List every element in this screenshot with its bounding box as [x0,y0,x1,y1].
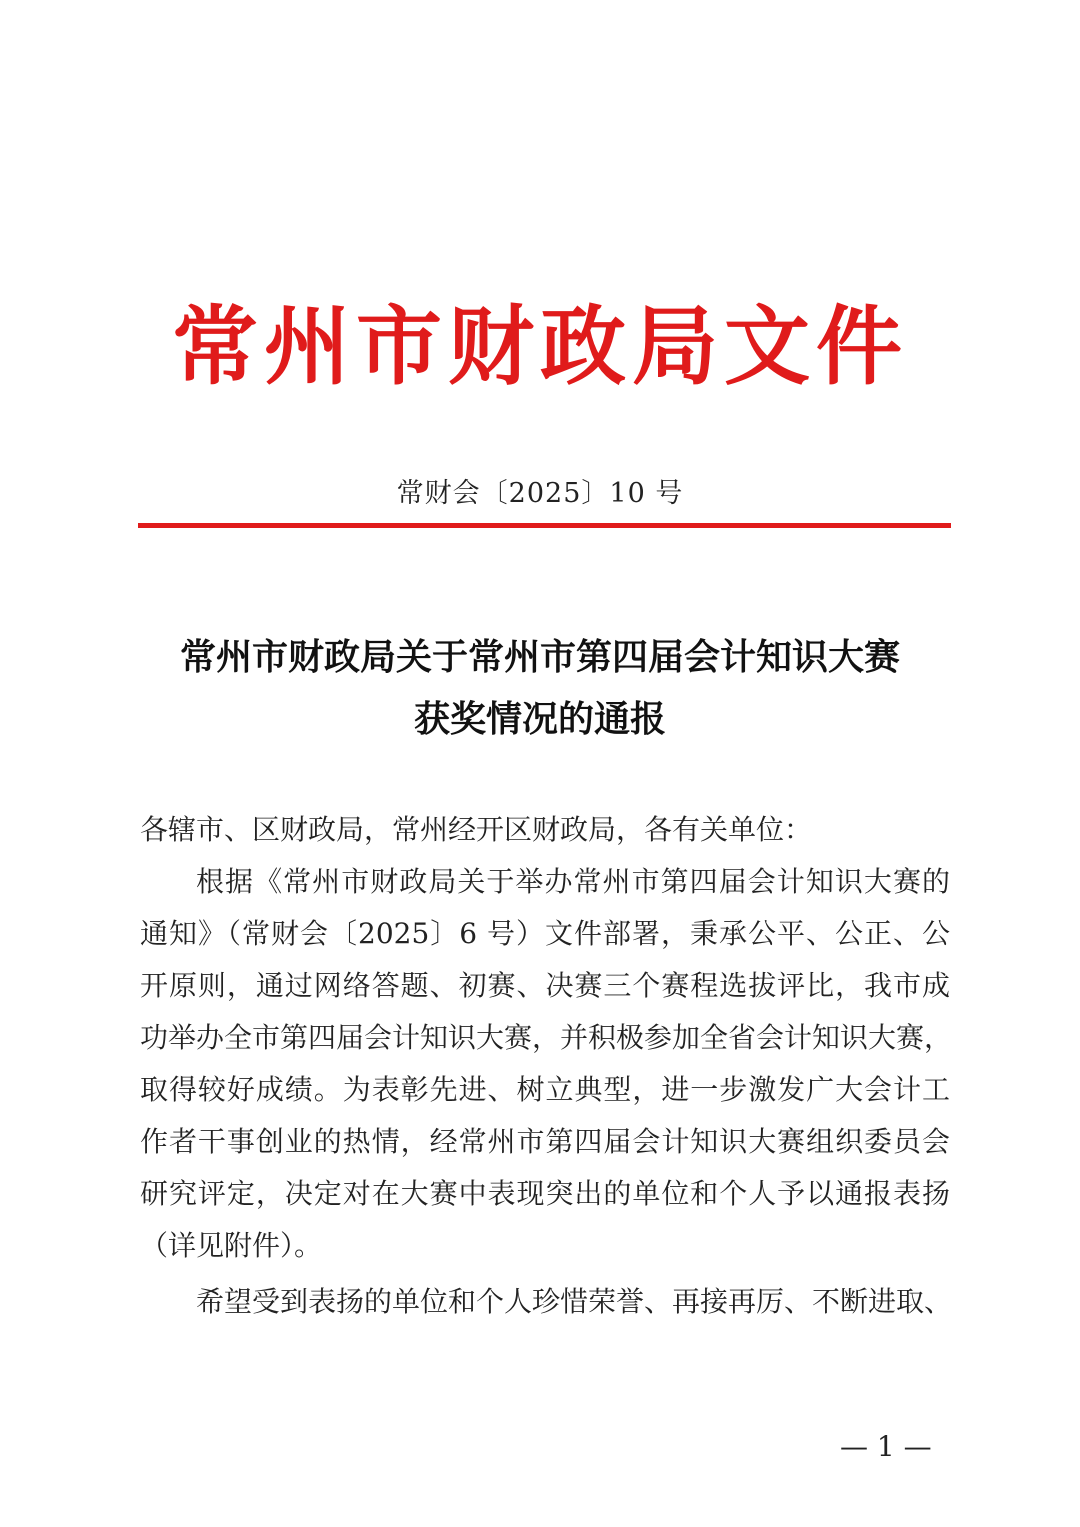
document-title [100,626,980,750]
document-header-title: 常州市财政局文件 [172,296,908,397]
paragraph-1-line-1: 根据《常州市财政局关于举办常州市第四届会计知识大赛的 [196,865,950,898]
document-title-line-1: 常州市财政局关于常州市第四届会计知识大赛 [179,636,900,678]
document-number: 常财会〔2025〕10 号 [396,478,684,509]
paragraph-2-line-1: 希望受到表扬的单位和个人珍惜荣誉、再接再厉、不断进取、 [196,1285,953,1318]
paragraph-1-line-8: （详见附件）。 [140,1229,323,1262]
paragraph-1-line-7: 研究评定，决定对在大赛中表现突出的单位和个人予以通报表扬 [140,1177,950,1210]
paragraph-1-line-6: 作者干事创业的热情，经常州市第四届会计知识大赛组织委员会 [140,1125,950,1158]
paragraph-1-line-4: 功举办全市第四届会计知识大赛，并积极参加全省会计知识大赛， [140,1021,953,1054]
red-divider-rule [138,523,951,528]
document-title-line-2: 获奖情况的通报 [413,698,666,740]
paragraph-1-line-5: 取得较好成绩。为表彰先进、树立典型，进一步激发广大会计工 [140,1073,950,1106]
paragraph-1-line-3: 开原则，通过网络答题、初赛、决赛三个赛程选拔评比，我市成 [140,969,950,1002]
page-number: — 1 — [840,1430,932,1463]
paragraph-1-line-2: 通知》（常财会〔2025〕6 号）文件部署，秉承公平、公正、公 [140,917,950,950]
salutation: 各辖市、区财政局，常州经开区财政局，各有关单位： [140,813,813,846]
